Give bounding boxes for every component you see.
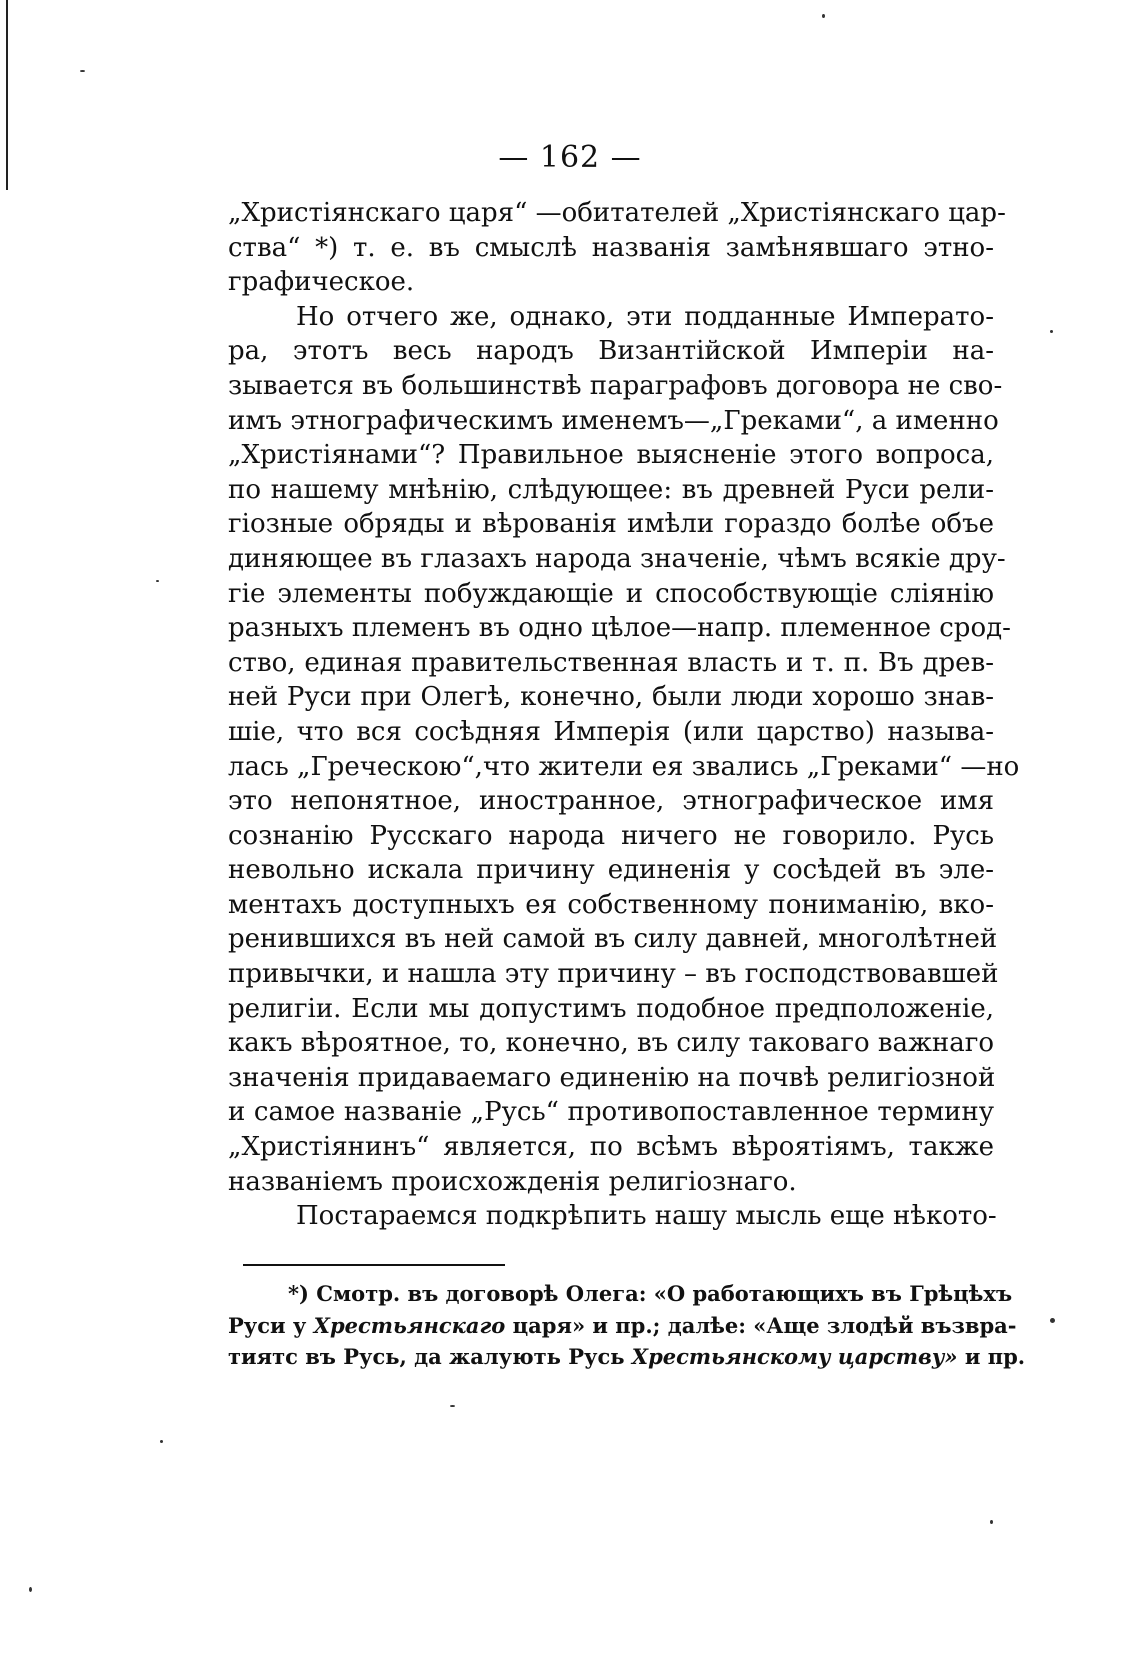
- footnote-text: тиятс въ Русь, да жалують Русь: [228, 1344, 632, 1369]
- scan-speck: [822, 14, 825, 18]
- scan-speck: [156, 580, 159, 582]
- scan-speck: [80, 70, 85, 72]
- text-line: „Христіянинъ“ является, по всѣмъ вѣроятіямъ, также: [228, 1132, 994, 1163]
- text-line: ней Руси при Олегѣ, конечно, были люди хорошо знав-: [228, 682, 994, 713]
- footnote-text: царя» и пр.; далѣе: «Аще злодѣй възвра-: [505, 1312, 1017, 1338]
- text-line: это непонятное, иностранное, этнографическое имя: [228, 786, 994, 817]
- text-line: лась „Греческою“,что жители ея звались „Греками“ —но: [228, 751, 1020, 782]
- text-line: „Христіянскаго царя“ —обитателей „Христіянскаго цар-: [228, 198, 1006, 228]
- text-line: и самое названіе „Русь“ противопоставленное термину: [228, 1097, 994, 1128]
- scan-speck: [1050, 1318, 1055, 1323]
- text-line: имъ этнографическимъ именемъ—„Греками“, а именно: [228, 405, 999, 436]
- text-line: ренившихся въ ней самой въ силу давней, многолѣтней: [228, 924, 998, 955]
- text-line: гіе элементы побуждающіе и способствующіе сліянію: [228, 578, 994, 609]
- scan-speck: [160, 1440, 163, 1443]
- footnote-italic-text: Хрестьянскаго: [313, 1312, 506, 1338]
- scan-speck: [1050, 330, 1053, 333]
- text-line: названіемъ происхожденія религіознаго.: [228, 1166, 797, 1197]
- text-line: невольно искала причину единенія у сосѣдей въ эле-: [228, 855, 994, 886]
- scan-speck: [450, 1405, 455, 1407]
- footnote-text: Руси у: [228, 1312, 314, 1338]
- text-line: сознанію Русскаго народа ничего не говорило. Русь: [228, 820, 994, 851]
- text-line: значенія придаваемаго единенію на почвѣ религіозной: [228, 1062, 996, 1093]
- text-line: религіи. Если мы допустимъ подобное предположеніе,: [228, 993, 994, 1024]
- footnote: [228, 1278, 1026, 1373]
- text-line: зывается въ большинствѣ параграфовъ договора не сво-: [228, 370, 1003, 401]
- text-line: разныхъ племенъ въ одно цѣлое—напр. племенное срод-: [228, 613, 1011, 644]
- paragraph-start-line: Но отчего же, однако, эти подданные Императо-: [296, 301, 994, 332]
- footnote-line: *) Смотр. въ договорѣ Олега: «О работающихъ въ Грѣцѣхъ: [288, 1281, 1013, 1306]
- text-line: графическое.: [228, 267, 415, 298]
- text-line: какъ вѣроятное, то, конечно, въ силу таковаго важнаго: [228, 1028, 995, 1059]
- footnote-line: [228, 1341, 1026, 1373]
- text-line: ство, единая правительственная власть и т. п. Въ древ-: [228, 647, 994, 678]
- text-line: диняющее въ глазахъ народа значеніе, чѣмъ всякіе дру-: [228, 543, 1006, 574]
- text-line: по нашему мнѣнію, слѣдующее: въ древней Руси рели-: [228, 474, 994, 505]
- scan-speck: [990, 1520, 993, 1524]
- footnote-text: и пр.: [957, 1344, 1026, 1369]
- body-text: [228, 196, 1020, 1234]
- text-line: шіе, что вся сосѣдняя Имперія (или царство) называ-: [228, 716, 994, 747]
- footnote-italic-text: Хрестьянскому царству»: [631, 1344, 958, 1369]
- footnote-line: [228, 1310, 1017, 1342]
- page-number: — 162 —: [498, 140, 642, 175]
- text-line: ментахъ доступныхъ ея собственному пониманію, вко-: [228, 889, 994, 920]
- text-line: „Христіянами“? Правильное выясненіе этого вопроса,: [228, 440, 994, 471]
- paragraph-start-line: Постараемся подкрѣпить нашу мысль еще нѣкото-: [296, 1201, 997, 1232]
- scan-speck: [29, 1587, 32, 1592]
- footnote-divider: [243, 1264, 505, 1266]
- text-line: привычки, и нашла эту причину – въ господствовавшей: [228, 959, 999, 990]
- text-line: ра, этотъ весь народъ Византійской Имперіи на-: [228, 336, 994, 367]
- text-line: гіозные обряды и вѣрованія имѣли гораздо болѣе объе: [228, 509, 994, 540]
- text-line: ства“ *) т. е. въ смыслѣ названія замѣнявшаго этно-: [228, 232, 994, 263]
